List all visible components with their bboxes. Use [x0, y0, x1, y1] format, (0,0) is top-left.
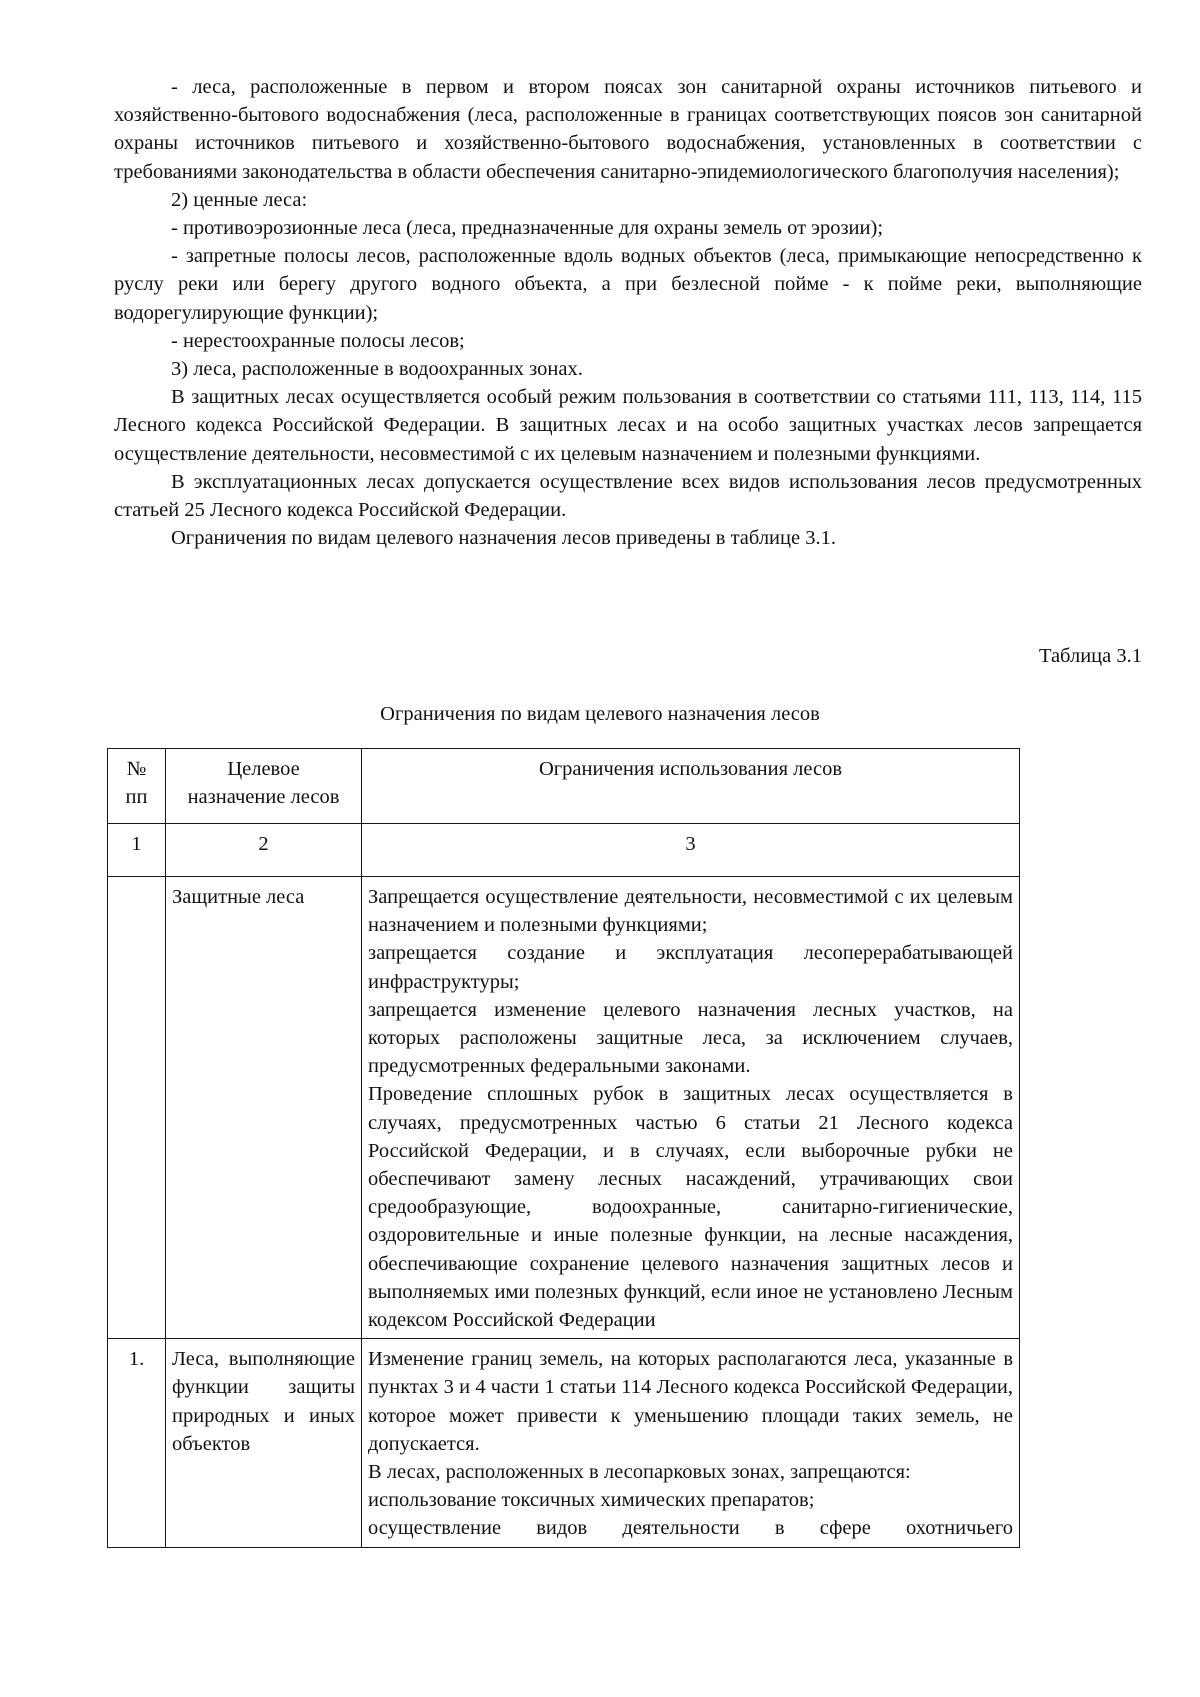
paragraph-exploitation-forests: В эксплуатационных лесах допускается осуществление всех видов использования лесов предусмотренных статьей 25 Лесного кодекса Российской Федерации.	[114, 470, 1142, 522]
paragraph-sanitary-zones: - леса, расположенные в первом и втором поясах зон санитарной охраны источников питьевого и хозяйственно-бытового водоснабжения (леса, расположенные в границах соответствующих поясов зон санитарной охраны источников питьевого и хозяйственно-бытового водоснабжения, установленных в соответствии с требованиями законодательства в области обеспечения санитарно-эпидемиологического благополучия населения);	[114, 76, 1142, 183]
row-number: 1.	[108, 1339, 166, 1547]
paragraph-forbidden-strips: - запретные полосы лесов, расположенные вдоль водных объектов (леса, примыкающие непосредственно к руслу реки или берегу другого водного объекта, а при безлесной пойме - к пойме реки, выполняющие водорегулирующие функции);	[114, 245, 1142, 324]
paragraph-protective-regime: В защитных лесах осуществляется особый режим пользования в соответствии со статьями 111, 113, 114, 115 Лесного кодекса Российской Федерации. В защитных лесах и на особо защитных участках лесов запрещается осуществление деятельности, несовместимой с их целевым назначением и полезными функциями.	[114, 386, 1142, 465]
paragraph-valuable-forests: 2) ценные леса:	[171, 188, 308, 211]
table-title: Ограничения по видам целевого назначения лесов	[380, 703, 820, 725]
paragraph-spawning-strips: - нерестоохранные полосы лесов;	[171, 329, 465, 352]
row-purpose: Леса, выполняющие функции защиты природных и иных объектов	[166, 1339, 362, 1547]
header-purpose: Целевое назначение лесов	[166, 749, 362, 824]
paragraph-water-protection-zones: 3) леса, расположенные в водоохранных зонах.	[171, 358, 583, 381]
header-number: № пп	[108, 749, 166, 824]
column-number-2: 2	[166, 824, 362, 877]
row-restrictions: Запрещается осуществление деятельности, несовместимой с их целевым назначением и полезными функциями; запрещается создание и эксплуатация лесоперерабатывающей инфраструктуры; запрещается изменение целевого назначения лесных участков, на которых расположены защитные леса, за исключением случаев, предусмотренных федеральными законами. Проведение сплошных рубок в защитных лесах осуществляется в случаях, предусмотренных частью 6 статьи 21 Лесного кодекса Российской Федерации, и в случаях, если выборочные рубки не обеспечивают замену лесных насаждений, утрачивающих свои средообразующие, водоохранные, санитарно-гигиенические, оздоровительные и иные полезные функции, на лесные насаждения, обеспечивающие сохранение целевого назначения защитных лесов и выполняемых ими полезных функций, если иное не установлено Лесным кодексом Российской Федерации	[362, 877, 1020, 1339]
row-purpose: Защитные леса	[166, 877, 362, 1339]
document-body	[114, 73, 1142, 552]
column-number-3: 3	[362, 824, 1020, 877]
header-restrictions: Ограничения использования лесов	[362, 749, 1020, 824]
restrictions-table	[107, 748, 1020, 1548]
paragraph-table-reference: Ограничения по видам целевого назначения лесов приведены в таблице 3.1.	[171, 527, 836, 550]
table-number-label: Таблица 3.1	[1038, 645, 1142, 667]
column-number-1: 1	[108, 824, 166, 877]
paragraph-anti-erosion: - противоэрозионные леса (леса, предназначенные для охраны земель от эрозии);	[171, 217, 884, 240]
table-header-row	[108, 749, 1020, 824]
table-column-numbers-row	[108, 824, 1020, 877]
table-row	[108, 877, 1020, 1339]
row-restrictions: Изменение границ земель, на которых располагаются леса, указанные в пунктах 3 и 4 части 1 статьи 114 Лесного кодекса Российской Федерации, которое может привести к уменьшению площади таких земель, не допускается. В лесах, расположенных в лесопарковых зонах, запрещаются: использование токсичных химических препаратов; осуществление видов деятельности в сфере охотничьего	[362, 1339, 1020, 1547]
table-row	[108, 1339, 1020, 1547]
row-number	[108, 877, 166, 1339]
